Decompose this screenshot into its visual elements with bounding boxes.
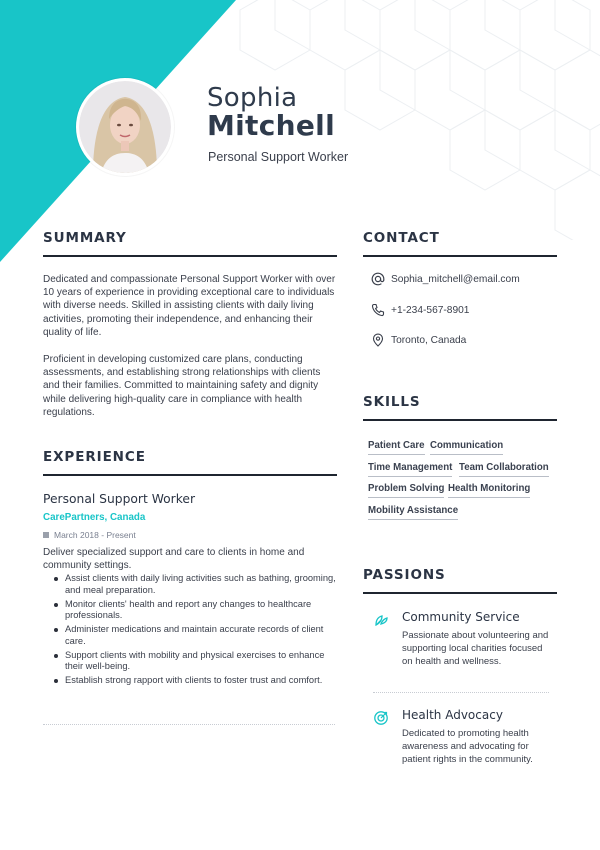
calendar-icon (43, 532, 49, 538)
map-pin-icon (371, 333, 385, 347)
leaves-icon (373, 612, 389, 628)
job-bullet-list (53, 573, 343, 689)
passions-heading: PASSIONS (363, 567, 446, 583)
skill-tag: Problem Solving (368, 483, 444, 498)
contact-rule (363, 255, 557, 257)
contact-email-text: Sophia_mitchell@email.com (391, 273, 520, 285)
passion-divider (373, 692, 549, 693)
skill-tag: Health Monitoring (448, 483, 530, 498)
skill-tag: Patient Care (368, 440, 425, 455)
skill-tag: Time Management (368, 462, 452, 477)
job-bullet: Administer medications and maintain accurate records of client care. (53, 624, 343, 647)
skill-tag: Mobility Assistance (368, 505, 458, 520)
contact-email[interactable] (371, 272, 520, 286)
job-bullet: Monitor clients' health and report any changes to healthcare professionals. (53, 599, 343, 622)
experience-rule (43, 474, 337, 476)
job-bullet: Assist clients with daily living activities such as bathing, grooming, and meal preparation. (53, 573, 343, 596)
contact-heading: CONTACT (363, 230, 440, 246)
passions-rule (363, 592, 557, 594)
job-description: Deliver specialized support and care to clients in home and community settings. (43, 547, 305, 572)
at-sign-icon (371, 272, 385, 286)
skill-tag: Communication (430, 440, 503, 455)
passion-description: Passionate about volunteering and supporting local charities focused on health and wellness. (402, 630, 549, 668)
last-name: Mitchell (207, 109, 335, 142)
job-title: Personal Support Worker (208, 150, 349, 164)
passion-description: Dedicated to promoting health awareness and advocating for patient rights in the community. (402, 728, 533, 766)
target-icon (373, 710, 389, 726)
job-company: CarePartners, Canada (43, 512, 146, 523)
summary-paragraph-2: Proficient in developing customized care plans, conducting assessments, and establishing strong relationships with clients and their families. Committed to maintaining safety and dignity while delivering high-quality care in compliance with health regulations. (43, 354, 321, 418)
job-bullet: Support clients with mobility and physical exercises to enhance their well-being. (53, 650, 343, 673)
contact-location-text: Toronto, Canada (391, 334, 467, 346)
summary-heading: SUMMARY (43, 230, 127, 246)
job-dates (43, 530, 136, 540)
skill-tag: Team Collaboration (459, 462, 549, 477)
job-role: Personal Support Worker (43, 492, 196, 506)
phone-icon (371, 303, 385, 317)
first-name: Sophia (207, 83, 298, 113)
summary-paragraph-1: Dedicated and compassionate Personal Support Worker with over 10 years of experience in providing exceptional care to individuals with diverse needs. Skilled in assisting clients with daily living activities, promoting their independence, and enhancing their quality of life. (43, 274, 336, 338)
summary-rule (43, 255, 337, 257)
avatar (76, 78, 174, 176)
experience-divider (43, 724, 335, 725)
experience-heading: EXPERIENCE (43, 449, 146, 465)
job-dates-text: March 2018 - Present (54, 530, 136, 540)
contact-phone[interactable] (371, 303, 469, 317)
job-bullet: Establish strong rapport with clients to foster trust and comfort. (53, 675, 343, 687)
skills-rule (363, 419, 557, 421)
contact-phone-text: +1-234-567-8901 (391, 304, 470, 316)
passion-title: Community Service (402, 610, 520, 624)
passion-title: Health Advocacy (402, 708, 503, 722)
contact-location (371, 333, 466, 347)
profile-photo (79, 81, 171, 173)
skills-heading: SKILLS (363, 394, 421, 410)
